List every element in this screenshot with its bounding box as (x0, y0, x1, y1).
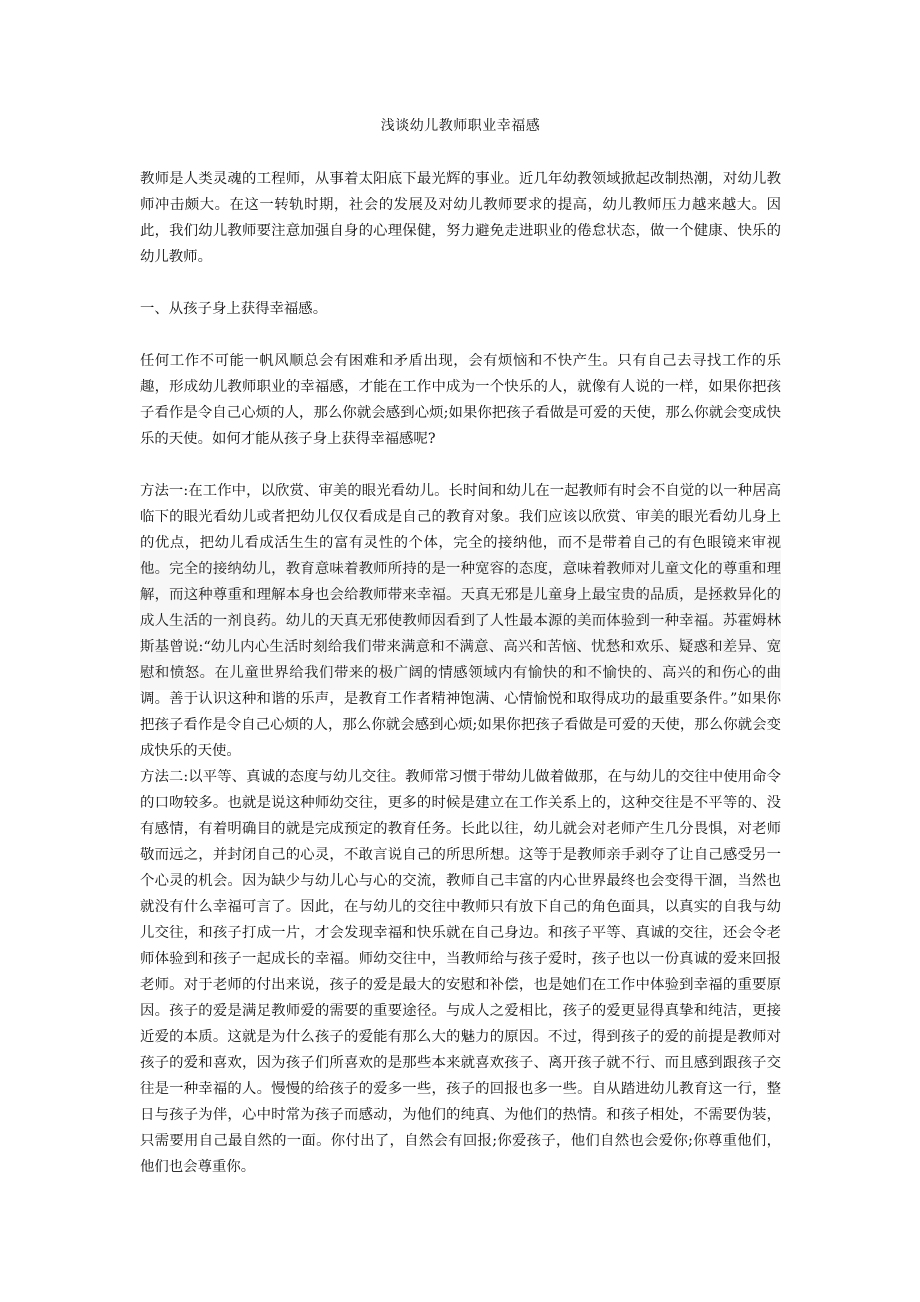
paragraph-method-2: 方法二:以平等、真诚的态度与幼儿交往。教师常习惯于带幼儿做着做那，在与幼儿的交往中使用命令的口吻较多。也就是说这种师幼交往，更多的时候是建立在工作关系上的，这种交往是不平等的、没有感情，有着明确目的就是完成预定的教育任务。长此以往，幼儿就会对老师产生几分畏惧，对老师敬而远之，并封闭自己的心灵，不敢言说自己的所思所想。这等于是教师亲手剥夺了让自己感受另一个心灵的机会。因为缺少与幼儿心与心的交流，教师自己丰富的内心世界最终也会变得干涸，当然也就没有什么幸福可言了。因此，在与幼儿的交往中教师只有放下自己的角色面具，以真实的自我与幼儿交往，和孩子打成一片，才会发现幸福和快乐就在自己身边。和孩子平等、真诚的交往，还会令老师体验到和孩子一起成长的幸福。师幼交往中，当教师给与孩子爱时，孩子也以一份真诚的爱来回报老师。对于老师的付出来说，孩子的爱是最大的安慰和补偿，也是她们在工作中体验到幸福的重要原因。孩子的爱是满足教师爱的需要的重要途径。与成人之爱相比，孩子的爱更显得真挚和纯洁，更接近爱的本质。这就是为什么孩子的爱能有那么大的魅力的原因。不过，得到孩子的爱的前提是教师对孩子的爱和喜欢，因为孩子们所喜欢的是那些本来就喜欢孩子、离开孩子就不行、而且感到跟孩子交往是一种幸福的人。慢慢的给孩子的爱多一些，孩子的回报也多一些。自从踏进幼儿教育这一行，整日与孩子为伴，心中时常为孩子而感动，为他们的纯真、为他们的热情。和孩子相处，不需要伪装，只需要用自己最自然的一面。你付出了，自然会有回报;你爱孩子，他们自然也会爱你;你尊重他们，他们也会尊重你。 (140, 769, 781, 1175)
paragraph-intro: 教师是人类灵魂的工程师，从事着太阳底下最光辉的事业。近几年幼教领域掀起改制热潮，对幼儿教师冲击颇大。在这一转轨时期，社会的发展及对幼儿教师要求的提高，幼儿教师压力越来越大。因此，我们幼儿教师要注意加强自身的心理保健，努力避免走进职业的倦怠状态，做一个健康、快乐的幼儿教师。 (140, 171, 781, 265)
section-heading-1: 一、从孩子身上获得幸福感。 (140, 301, 328, 317)
document-page (140, 0, 781, 1180)
paragraph-method-1: 方法一:在工作中，以欣赏、审美的眼光看幼儿。长时间和幼儿在一起教师有时会不自觉的以一种居高临下的眼光看幼儿或者把幼儿仅仅看成是自己的教育对象。我们应该以欣赏、审美的眼光看幼儿身上的优点，把幼儿看成活生生的富有灵性的个体，完全的接纳他，而不是带着自己的有色眼镜来审视他。完全的接纳幼儿，教育意味着教师所持的是一种宽容的态度，意味着教师对儿童文化的尊重和理解，而这种尊重和理解本身也会给教师带来幸福。天真无邪是儿童身上最宝贵的品质，是拯救异化的成人生活的一剂良药。幼儿的天真无邪使教师因看到了人性最本源的美而体验到一种幸福。苏霍姆林斯基曾说:“幼儿内心生活时刻给我们带来满意和不满意、高兴和苦恼、忧愁和欢乐、疑惑和差异、宽慰和愤怒。在儿童世界给我们带来的极广阔的情感领域内有愉快的和不愉快的、高兴的和伤心的曲调。善于认识这种和谐的乐声，是教育工作者精神饱满、心情愉悦和取得成功的最重要条件。”如果你把孩子看作是令自己心烦的人，那么你就会感到心烦;如果你把孩子看做是可爱的天使，那么你就会变成快乐的天使。 (140, 483, 781, 759)
document-title: 浅谈幼儿教师职业幸福感 (380, 118, 541, 134)
paragraph-lead: 任何工作不可能一帆风顺总会有困难和矛盾出现，会有烦恼和不快产生。只有自己去寻找工作的乐趣，形成幼儿教师职业的幸福感，才能在工作中成为一个快乐的人，就像有人说的一样，如果你把孩子看作是令自己心烦的人，那么你就会感到心烦;如果你把孩子看做是可爱的天使，那么你就会变成快乐的天使。如何才能从孩子身上获得幸福感呢? (140, 353, 781, 447)
